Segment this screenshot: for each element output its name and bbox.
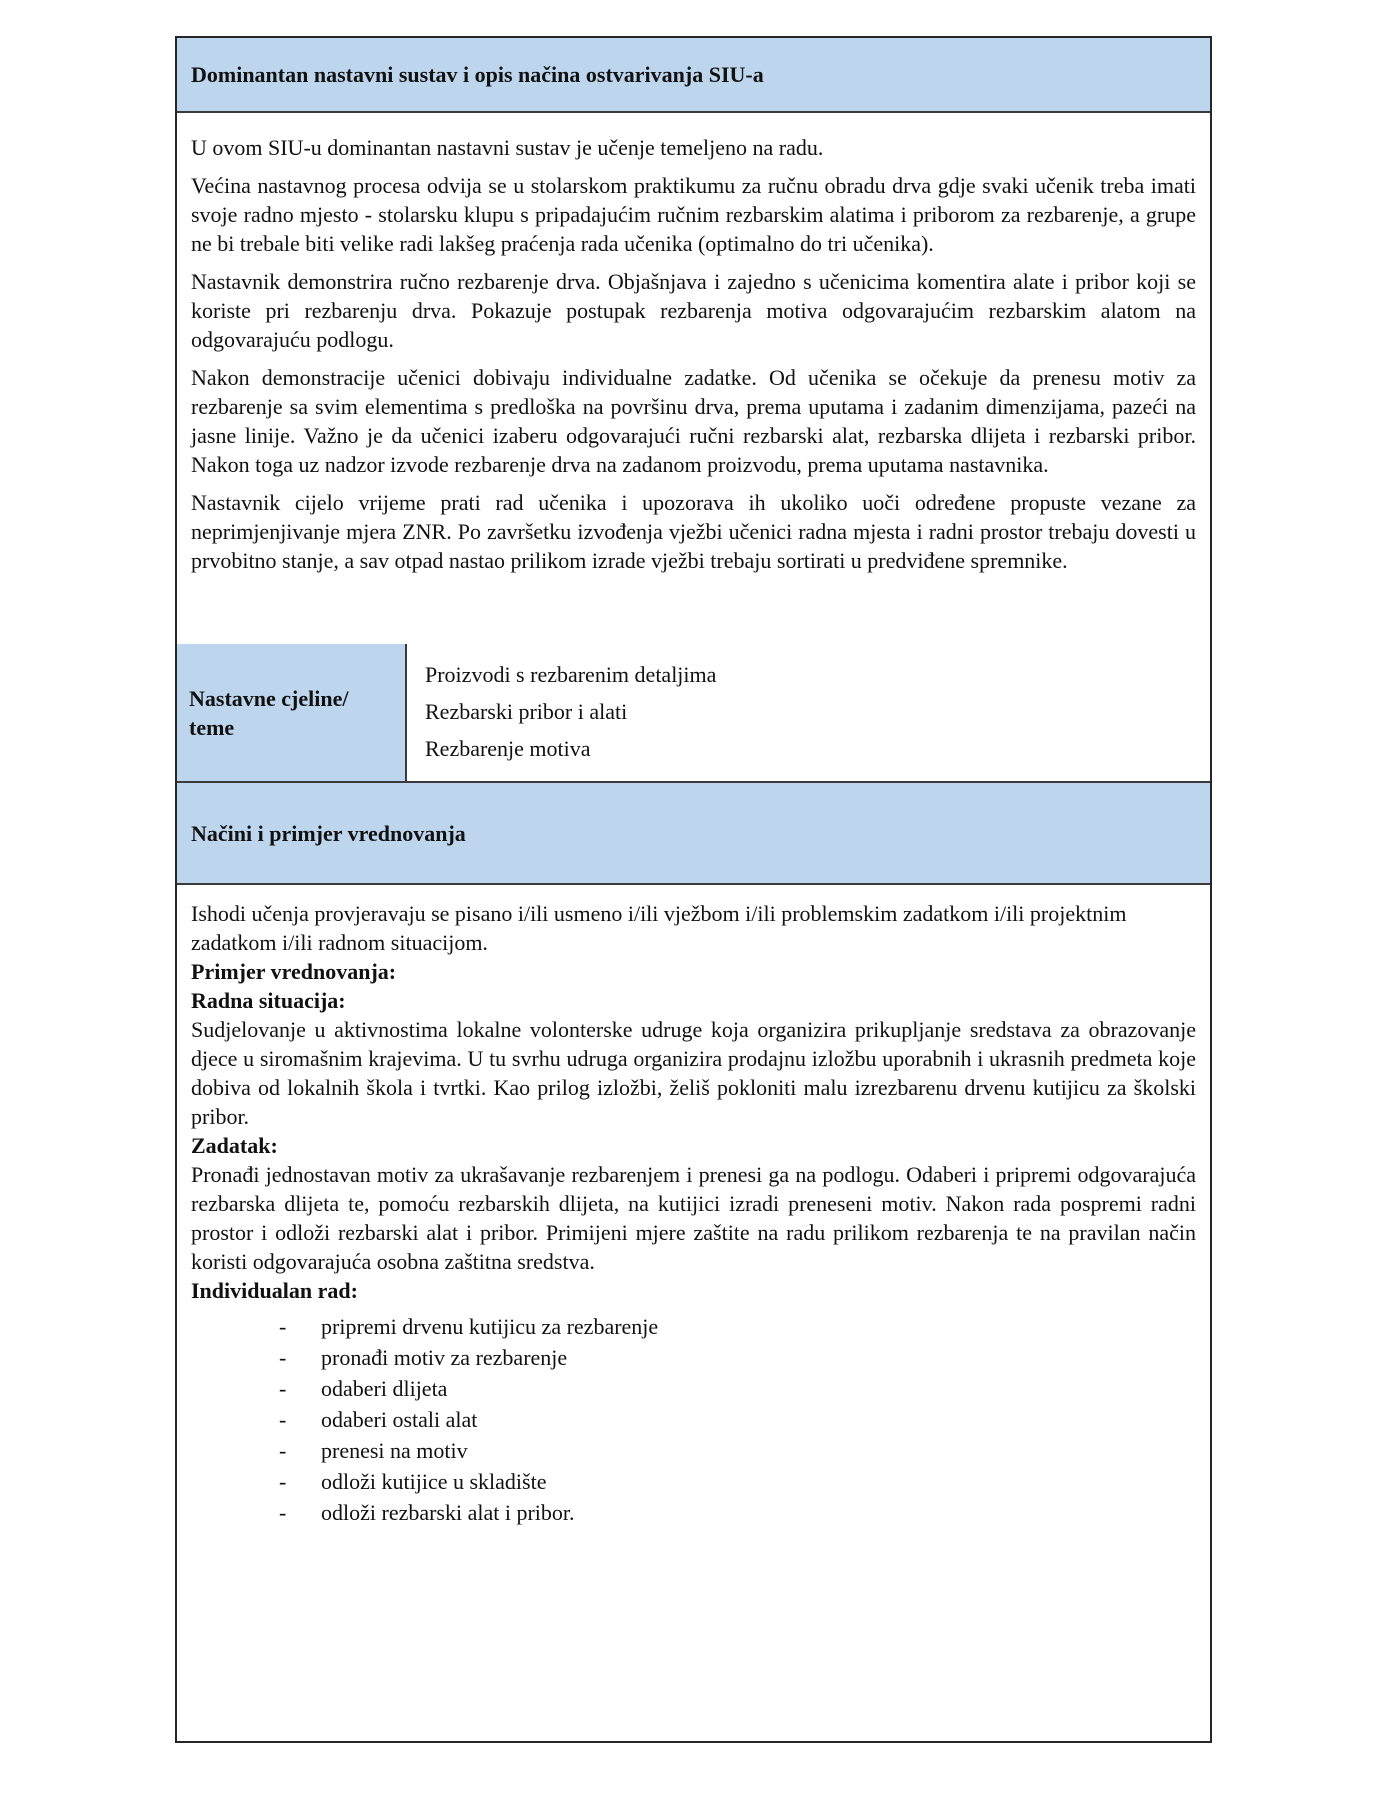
list-item-text: odaberi dlijeta	[321, 1376, 448, 1401]
teaching-units-row	[177, 644, 1210, 783]
description-paragraph: Nastavnik demonstrira ručno rezbarenje drva. Objašnjava i zajedno s učenicima komentira alate i pribor koji se koriste pri rezbarenju drva. Pokazuje postupak rezbarenja motiva odgovarajućim rezbarskim alatom na odgovarajuću podlogu.	[191, 269, 1196, 352]
description-paragraph: U ovom SIU-u dominantan nastavni sustav je učenje temeljeno na radu.	[191, 135, 824, 160]
dash-bullet: -	[279, 1345, 287, 1370]
section-header-dominant-system-label: Dominantan nastavni sustav i opis načina ostvarivanja SIU-a	[191, 62, 764, 87]
description-paragraph: Nakon demonstracije učenici dobivaju individualne zadatke. Od učenika se očekuje da prenesu motiv za rezbarenje sa svim elementima s predloška na površinu drva, prema uputama i zadanim dimenzijama, pazeći na jasne linije. Važno je da učenici izaberu odgovarajući ručni rezbarski alat, rezbarska dlijeta i rezbarski pribor. Nakon toga uz nadzor izvode rezbarenje drva na zadanom proizvodu, prema uputama nastavnika.	[191, 365, 1196, 477]
individual-work-list	[191, 1312, 1196, 1527]
list-item	[191, 1312, 1196, 1341]
list-item	[191, 1467, 1196, 1496]
dash-bullet: -	[279, 1438, 287, 1463]
task-text: Pronađi jednostavan motiv za ukrašavanje rezbarenjem i prenesi ga na podlogu. Odaberi i pripremi odgovarajuća rezbarska dlijeta te, pomoću rezbarskih dlijeta, na kutijici izradi preneseni motiv. Nakon rada pospremi radni prostor i odloži rezbarski alat i pribor. Primijeni mjere zaštite na radu prilikom rezbarenja te na pravilan način koristi odgovarajuća osobna zaštitna sredstva.	[191, 1162, 1196, 1274]
section-header-evaluation-label: Načini i primjer vrednovanja	[191, 820, 466, 846]
dash-bullet: -	[279, 1376, 287, 1401]
list-item-text: odloži kutijice u skladište	[321, 1469, 547, 1494]
dominant-system-description-cell	[177, 113, 1210, 644]
individual-work-heading: Individualan rad:	[191, 1278, 358, 1303]
list-item	[191, 1405, 1196, 1434]
teaching-units-label-cell	[177, 644, 407, 781]
dash-bullet: -	[279, 1500, 287, 1525]
list-item	[191, 1343, 1196, 1372]
work-situation-text: Sudjelovanje u aktivnostima lokalne volonterske udruge koja organizira prikupljanje sredstava za obrazovanje djece u siromašnim krajevima. U tu svrhu udruga organizira prodajnu izložbu uporabnih i ukrasnih predmeta koje dobiva od lokalnih škola i tvrtki. Kao prilog izložbi, želiš pokloniti malu izrezbarenu drvenu kutijicu za školski pribor.	[191, 1017, 1196, 1129]
section-header-dominant-system	[177, 38, 1210, 113]
list-item	[191, 1498, 1196, 1527]
work-situation-heading: Radna situacija:	[191, 988, 346, 1013]
list-item	[191, 1436, 1196, 1465]
description-paragraph: Većina nastavnog procesa odvija se u stolarskom praktikumu za ručnu obradu drva gdje svaki učenik treba imati svoje radno mjesto - stolarsku klupu s pripadajućim ručnim rezbarskim alatima i priborom za rezbarenje, a grupe ne bi trebale biti velike radi lakšeg praćenja rada učenika (optimalno do tri učenika).	[191, 173, 1196, 256]
teaching-units-label: Nastavne cjeline/ teme	[189, 685, 349, 740]
list-item-text: pronađi motiv za rezbarenje	[321, 1345, 568, 1370]
list-item-text: odloži rezbarski alat i pribor.	[321, 1500, 575, 1525]
dash-bullet: -	[279, 1407, 287, 1432]
dash-bullet: -	[279, 1314, 287, 1339]
task-heading: Zadatak:	[191, 1133, 278, 1158]
evaluation-example-heading: Primjer vrednovanja:	[191, 959, 397, 984]
curriculum-table	[175, 36, 1212, 1743]
list-item	[191, 1374, 1196, 1403]
teaching-unit-item: Proizvodi s rezbarenim detaljima	[425, 662, 717, 687]
teaching-units-list-cell	[407, 644, 1210, 781]
description-paragraph: Nastavnik cijelo vrijeme prati rad učenika i upozorava ih ukoliko uoči određene propuste vezane za neprimjenjivanje mjera ZNR. Po završetku izvođenja vježbi učenici radna mjesta i radni prostor trebaju dovesti u prvobitno stanje, a sav otpad nastao prilikom izrade vježbi trebaju sortirati u predviđene spremnike.	[191, 490, 1196, 573]
dash-bullet: -	[279, 1469, 287, 1494]
evaluation-cell	[177, 885, 1210, 1741]
list-item-text: odaberi ostali alat	[321, 1407, 478, 1432]
teaching-unit-item: Rezbarski pribor i alati	[425, 699, 628, 724]
section-header-evaluation	[177, 783, 1210, 885]
evaluation-intro: Ishodi učenja provjeravaju se pisano i/ili usmeno i/ili vježbom i/ili problemskim zadatkom i/ili projektnim zadatkom i/ili radnom situacijom.	[191, 901, 1127, 955]
list-item-text: prenesi na motiv	[321, 1438, 468, 1463]
list-item-text: pripremi drvenu kutijicu za rezbarenje	[321, 1314, 659, 1339]
teaching-unit-item: Rezbarenje motiva	[425, 736, 591, 761]
